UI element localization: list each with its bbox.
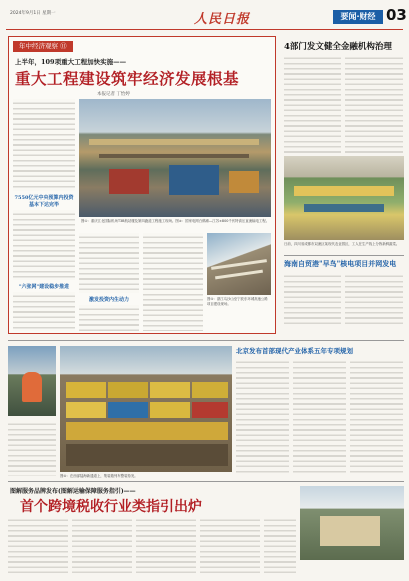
body-text-placeholder: [350, 358, 403, 476]
feature-subhead-1: 7550亿元中央预算内投资基本下达完毕: [14, 195, 74, 208]
bottom-text-col-4: [200, 516, 260, 576]
page-number: 03: [386, 6, 407, 24]
feature-title: 重大工程建设筑牢经济发展根基: [15, 69, 240, 88]
bottom-text-col-3: [136, 516, 196, 576]
feature-tag: 年中经济观察 ⑪: [13, 41, 73, 52]
masthead: [6, 4, 407, 30]
bottom-text-col-2: [72, 516, 132, 576]
body-text-placeholder: [293, 358, 346, 476]
body-text-placeholder: [8, 516, 68, 576]
right-low-title: 北京发布首部现代产业体系五年专项规划: [236, 347, 353, 355]
photo-1-caption: 图①：重庆江北国际机场T3B航站楼及第四跑道工程施工现场。图②：国家电网白鹤滩—江苏±800千伏特高压直流输电工程。: [81, 219, 270, 223]
body-text-placeholder: [79, 233, 139, 293]
right-low-text-col-1: [236, 358, 289, 476]
feature-byline: 本报记者 丁怡婷: [97, 92, 130, 97]
photo-2-caption: 图③：浙江乌沙山至宁波东环城高速公路项目建设现场。: [207, 297, 268, 306]
right-top-photo-caption: 日前，四川省成都市双流区某现代农业园区，工人在生产线上分拣新鲜蔬菜。: [284, 242, 400, 246]
issue-date: 2024年9月1日 星期一: [10, 11, 56, 16]
bottom-text-col-5: [264, 516, 296, 576]
body-text-placeholder: [136, 516, 196, 576]
bottom-right-photo: [300, 486, 404, 560]
body-text-placeholder: [8, 420, 56, 476]
highway-photo: [207, 233, 271, 295]
body-text-placeholder: [345, 272, 403, 324]
feature-subhead-2: "六张网"建设稳步推进: [18, 284, 70, 290]
bottom-text-col-1: [8, 516, 68, 576]
body-text-placeholder: [72, 516, 132, 576]
body-text-placeholder: [13, 99, 75, 191]
container-yard-photo: [60, 346, 232, 472]
bottom-title: 首个跨境税收行业类指引出炉: [20, 499, 202, 515]
right-mid-text-col-1: [284, 272, 341, 324]
body-text-placeholder: [284, 272, 341, 324]
factory-photo: [284, 156, 404, 240]
divider: [8, 340, 404, 341]
feature-subhead-3: 激发投资内生动力: [88, 297, 129, 303]
divider: [284, 255, 404, 256]
body-text-placeholder: [284, 54, 341, 154]
body-text-placeholder: [79, 305, 139, 331]
body-text-placeholder: [236, 358, 289, 476]
body-text-placeholder: [200, 516, 260, 576]
bottom-kicker: 图解服务品牌发布(图解运输保障服务指引)——: [10, 488, 136, 495]
portrait-photo: [8, 346, 56, 416]
right-top-title: 4部门发文健全金融机构治理: [284, 42, 392, 52]
body-text-placeholder: [143, 233, 203, 331]
right-mid-text-col-2: [345, 272, 403, 324]
left-low-text: [8, 420, 56, 476]
body-text-placeholder: [345, 54, 403, 154]
body-text-placeholder: [264, 516, 296, 576]
feature-text-col-3: [143, 233, 203, 331]
construction-site-photo: [79, 99, 271, 217]
newspaper-logo: 人民日报: [194, 12, 251, 27]
body-text-placeholder: [13, 210, 75, 280]
section-badge: 要闻·财经: [333, 10, 383, 24]
right-low-text-col-3: [350, 358, 403, 476]
feature-kicker: 上半年，109项重大工程加快实施——: [15, 58, 127, 66]
right-top-text-col-2: [345, 54, 403, 154]
feature-text-col-2: [79, 233, 139, 331]
feature-text-col-1: [13, 99, 75, 331]
bottom-photo-caption: 图④：在西部陆海新通道上，集装箱列车整装待发。: [60, 474, 138, 478]
right-top-text-col-1: [284, 54, 341, 154]
body-text-placeholder: [13, 292, 75, 331]
feature-article: [8, 36, 276, 334]
right-mid-title: 海南自贸港"早鸟"核电项目并网发电: [284, 259, 397, 268]
right-low-text-col-2: [293, 358, 346, 476]
divider: [8, 481, 404, 482]
